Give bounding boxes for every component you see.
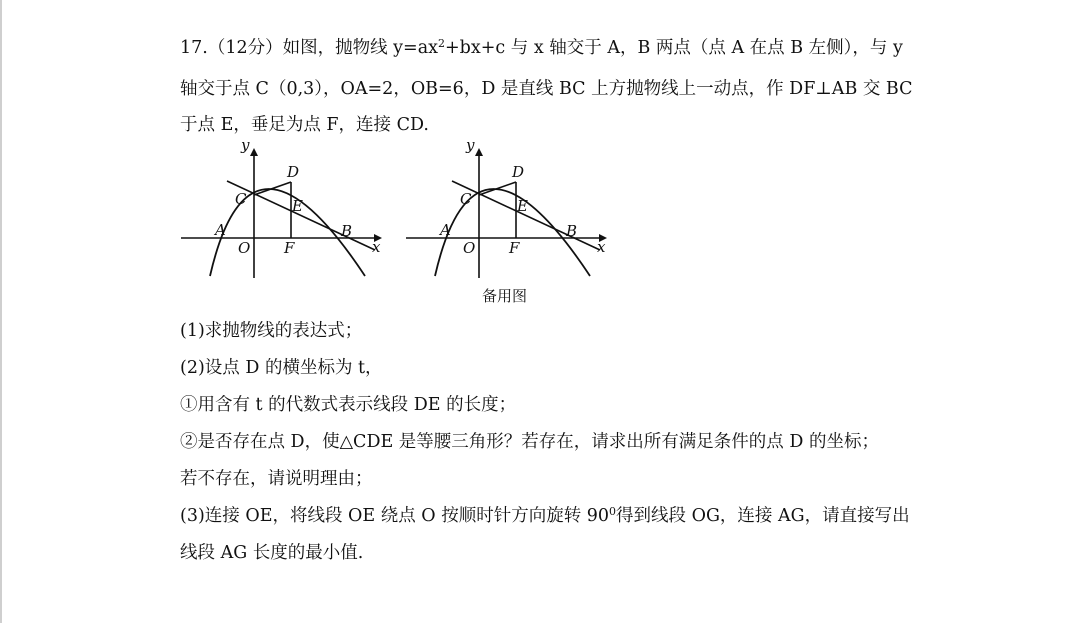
problem-intro-line-3: 于点 E，垂足为点 F，连接 CD. (180, 115, 429, 135)
label-b: B (341, 222, 353, 240)
q3-text-a: (3)连接 OE，将线段 OE 绕点 O 按顺时针方向旋转 90 (180, 506, 610, 526)
question-2-part-1: ①用含有 t 的代数式表示线段 DE 的长度； (180, 395, 517, 415)
y-axis-arrow-icon (250, 148, 258, 156)
problem-intro-line-2: 轴交于点 C（0,3），OA=2，OB=6，D 是直线 BC 上方抛物线上一动点，作 DF⊥AB 交 BC (180, 79, 913, 99)
label-c: C (235, 190, 247, 208)
problem-intro-line-1 (180, 37, 903, 59)
label-a: A (440, 221, 451, 239)
question-2-part-2: ②是否存在点 D，使△CDE 是等腰三角形？若存在，请求出所有满足条件的点 D 的坐标； (180, 432, 879, 452)
question-3-cont: 线段 AG 长度的最小值. (180, 543, 364, 563)
label-a: A (215, 221, 226, 239)
question-1: (1)求抛物线的表达式； (180, 321, 363, 341)
label-f: F (284, 239, 295, 257)
page-edge (0, 0, 2, 623)
intro-text-a: 17.（12分）如图，抛物线 y=ax (180, 38, 439, 58)
label-d: D (287, 163, 300, 181)
label-d: D (512, 163, 525, 181)
y-axis-arrow-icon (475, 148, 483, 156)
degree-mark: 0 (609, 505, 617, 518)
intro-text-b: +bx+c 与 x 轴交于 A，B 两点（点 A 在点 B 左侧），与 y (445, 38, 903, 58)
parabola-figure-main (175, 140, 395, 284)
label-e: E (292, 197, 303, 215)
label-f: F (509, 239, 520, 257)
label-o: O (238, 239, 251, 257)
question-2: (2)设点 D 的横坐标为 t， (180, 358, 383, 378)
label-c: C (460, 190, 472, 208)
label-y: y (241, 140, 250, 154)
q3-text-b: 得到线段 OG，连接 AG，请直接写出 (616, 506, 910, 526)
exponent: 2 (438, 37, 446, 50)
question-2-part-2-cont: 若不存在，请说明理由； (180, 469, 373, 489)
label-b: B (566, 222, 578, 240)
question-3 (180, 505, 910, 527)
label-y: y (466, 140, 475, 154)
label-e: E (517, 197, 528, 215)
label-x: x (597, 238, 606, 256)
label-o: O (463, 239, 476, 257)
figure-caption: 备用图 (482, 287, 528, 305)
parabola-figure-spare (400, 140, 620, 284)
label-x: x (372, 238, 381, 256)
